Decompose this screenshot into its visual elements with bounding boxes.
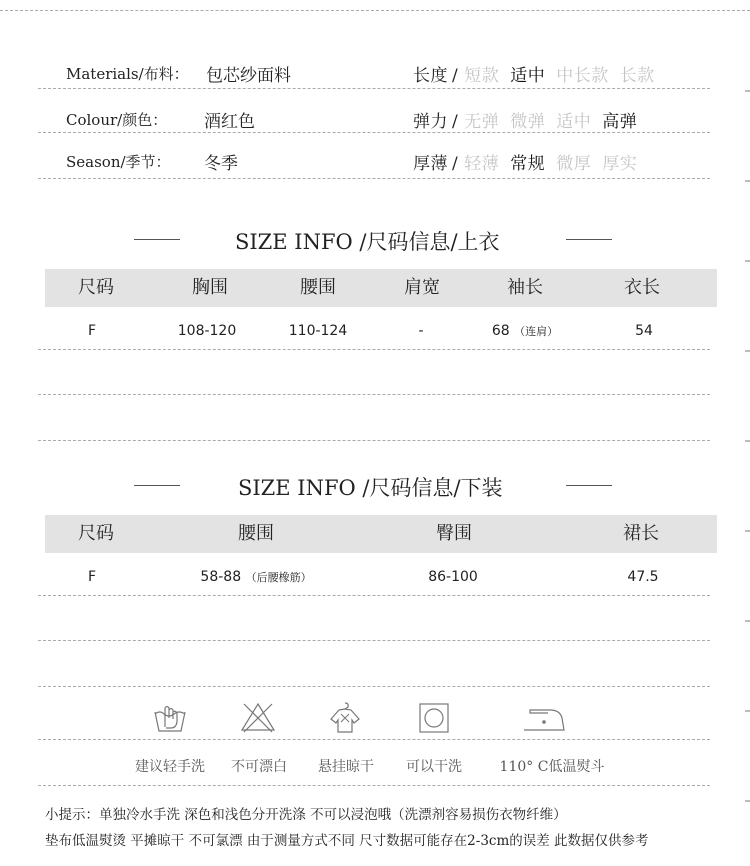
iron-low-icon — [522, 700, 566, 734]
care-label-hand-wash: 建议轻手洗 — [135, 759, 205, 775]
length-option-short: 短款 — [464, 66, 500, 86]
edge-mark — [745, 710, 750, 712]
colour-value: 酒红色 — [204, 112, 255, 132]
thickness-option-thick: 厚实 — [602, 154, 638, 174]
row-divider — [38, 349, 710, 350]
top-table-title: SIZE INFO /尺码信息/上衣 — [235, 230, 500, 254]
care-label-hang-dry: 悬挂晾干 — [318, 759, 374, 775]
waist-note: （后腰橡筋） — [245, 571, 312, 584]
tip-line-2: 垫布低温熨烫 平摊晾干 不可氯漂 由于测量方式不同 尺寸数据可能存在2-3cm的误差 此数据仅供参考 — [45, 833, 649, 849]
edge-mark — [745, 440, 750, 442]
edge-mark — [745, 530, 750, 532]
care-divider — [38, 785, 710, 786]
sleeve-note: （连肩） — [514, 325, 559, 338]
cell-skirt-length: 47.5 — [627, 569, 659, 585]
attribute-divider — [38, 132, 710, 133]
cell-sleeve — [492, 323, 558, 339]
materials-value: 包芯纱面料 — [206, 66, 291, 86]
elasticity-option-slight: 微弹 — [510, 112, 546, 132]
cell-waist: 110-124 — [288, 323, 348, 339]
cell-size: F — [87, 569, 97, 585]
edge-mark — [745, 620, 750, 622]
header-skirt-length: 裙长 — [623, 523, 659, 544]
season-value: 冬季 — [204, 154, 238, 174]
length-option-mid-long: 中长款 — [556, 66, 609, 86]
care-label-iron: 110° C低温熨斗 — [499, 759, 605, 775]
cell-hip: 86-100 — [428, 569, 478, 585]
table-header — [45, 515, 717, 553]
separator: / — [452, 112, 459, 132]
edge-mark — [745, 260, 750, 262]
cell-size: F — [87, 323, 97, 339]
thickness-options — [413, 149, 648, 174]
elasticity-option-high: 高弹 — [602, 112, 638, 132]
row-divider — [38, 440, 710, 441]
care-label-no-bleach: 不可漂白 — [231, 759, 287, 775]
care-label-dry-clean: 可以干洗 — [406, 759, 462, 775]
edge-mark — [745, 350, 750, 352]
length-options — [413, 61, 666, 86]
header-size: 尺码 — [78, 523, 114, 544]
care-divider — [38, 739, 710, 740]
attribute-divider — [38, 88, 710, 89]
header-chest: 胸围 — [192, 277, 228, 298]
title-rule-left — [134, 485, 180, 486]
hang-dry-icon — [327, 700, 363, 734]
bottom-table-title: SIZE INFO /尺码信息/下装 — [238, 476, 503, 500]
no-bleach-icon — [240, 700, 276, 734]
table-header — [45, 269, 717, 307]
edge-mark — [745, 180, 750, 182]
header-sleeve: 袖长 — [507, 277, 543, 298]
materials-label: Materials/布料： — [66, 65, 189, 83]
edge-mark — [745, 90, 750, 92]
title-rule-right — [566, 485, 612, 486]
elasticity-title: 弹力 — [413, 112, 448, 132]
header-size: 尺码 — [78, 277, 114, 298]
title-rule-left — [134, 239, 180, 240]
elasticity-options — [413, 107, 648, 132]
thickness-title: 厚薄 — [413, 154, 448, 174]
header-length: 衣长 — [624, 277, 660, 298]
waist-value: 58-88 — [200, 569, 242, 585]
cell-chest: 108-120 — [177, 323, 237, 339]
separator: / — [452, 154, 459, 174]
tip-line-1: 小提示：单独冷水手洗 深色和浅色分开洗涤 不可以浸泡哦（洗漂剂容易损伤衣物纤维） — [45, 807, 567, 823]
thickness-option-regular: 常规 — [510, 154, 546, 174]
header-waist: 腰围 — [300, 277, 336, 298]
elasticity-option-medium: 适中 — [556, 112, 592, 132]
title-rule-right — [566, 239, 612, 240]
attribute-divider — [38, 178, 710, 179]
length-option-long: 长款 — [619, 66, 655, 86]
row-divider — [38, 394, 710, 395]
row-divider — [38, 686, 710, 687]
elasticity-option-none: 无弹 — [464, 112, 500, 132]
cell-shoulder: - — [418, 323, 424, 339]
separator: / — [452, 66, 459, 86]
row-divider — [38, 640, 710, 641]
row-divider — [38, 595, 710, 596]
thickness-option-thin: 轻薄 — [464, 154, 500, 174]
length-title: 长度 — [413, 66, 448, 86]
dry-clean-icon — [416, 700, 452, 734]
hand-wash-icon — [152, 700, 188, 734]
header-shoulder: 肩宽 — [404, 277, 440, 298]
cell-waist — [200, 569, 311, 585]
season-label: Season/季节： — [66, 153, 171, 171]
cell-length: 54 — [635, 323, 653, 339]
edge-mark — [745, 800, 750, 802]
top-divider — [0, 10, 750, 11]
header-waist: 腰围 — [238, 523, 274, 544]
thickness-option-slightly-thick: 微厚 — [556, 154, 592, 174]
colour-label: Colour/颜色： — [66, 111, 168, 129]
header-hip: 臀围 — [436, 523, 472, 544]
sleeve-value: 68 — [491, 323, 510, 339]
length-option-medium: 适中 — [510, 66, 546, 86]
